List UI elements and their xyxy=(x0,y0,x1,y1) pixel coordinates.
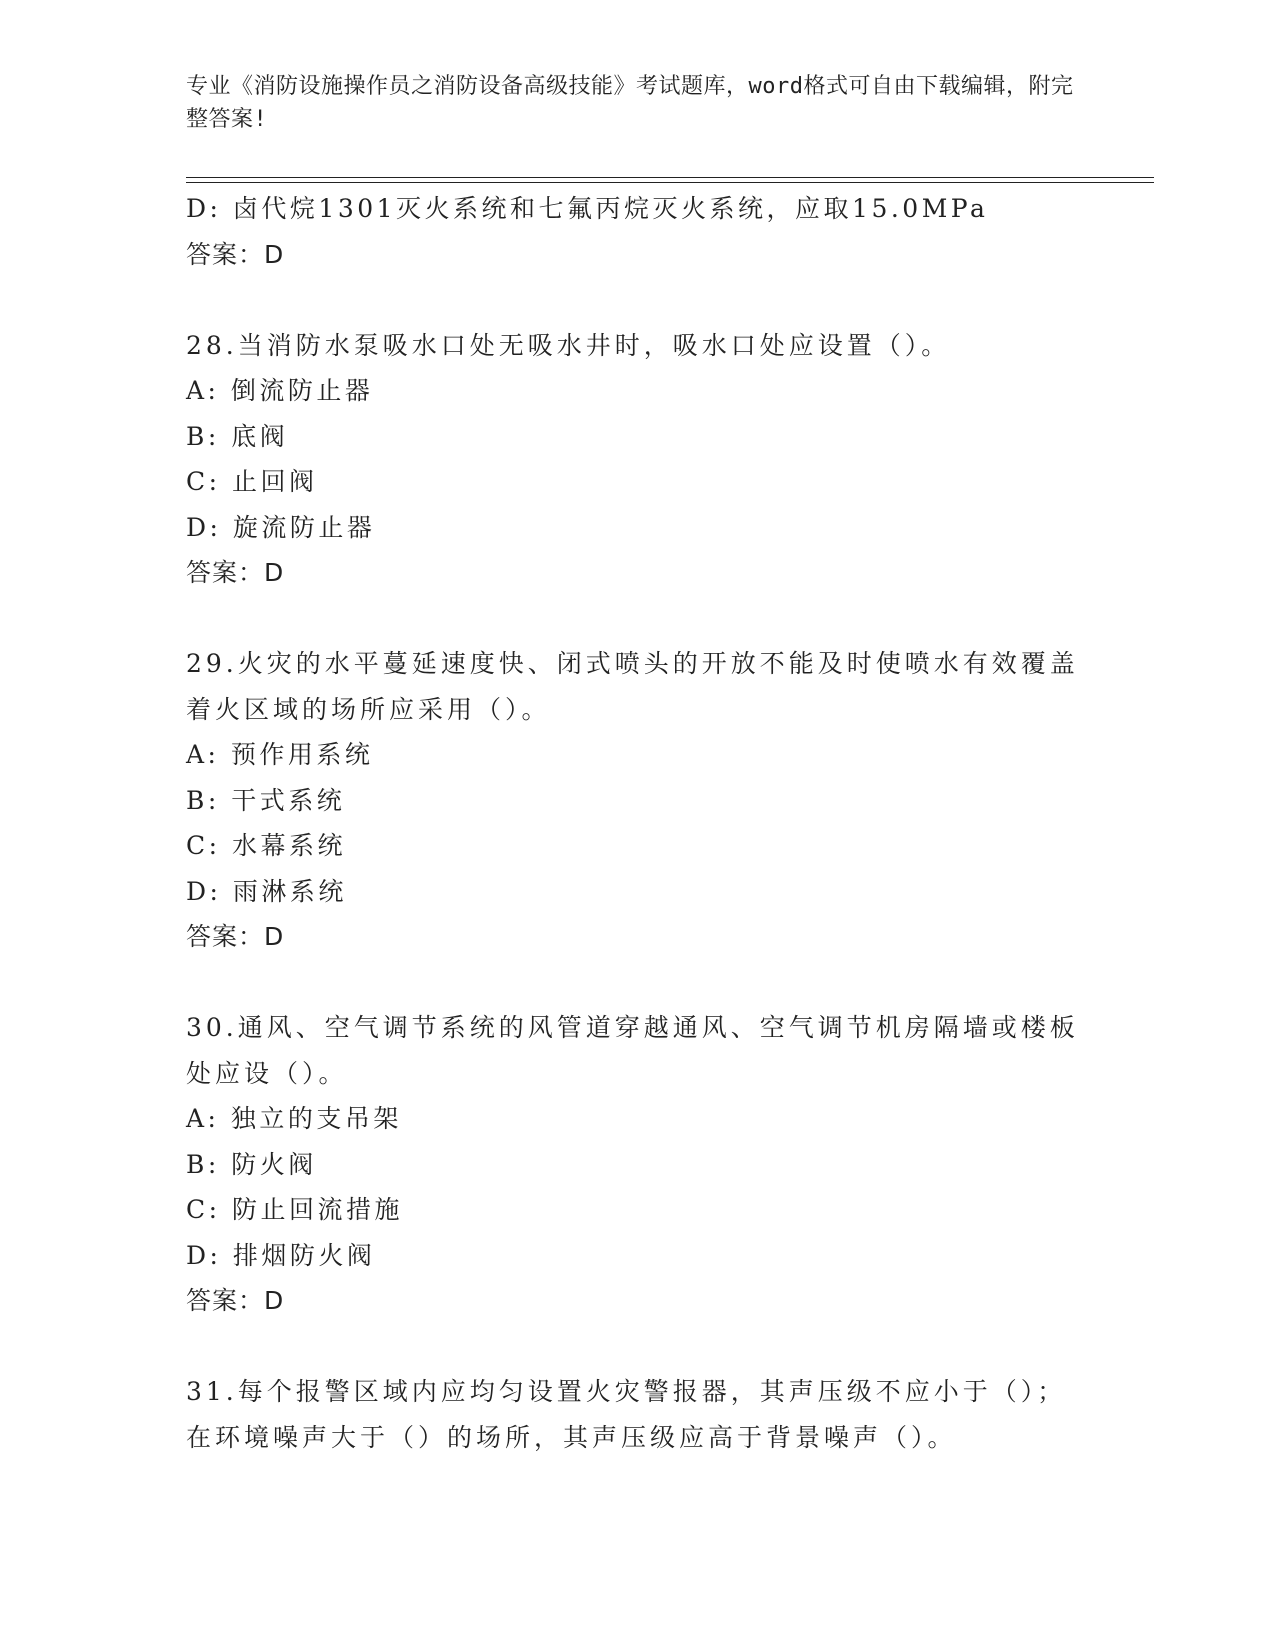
question-option: A: 倒流防止器 xyxy=(186,376,374,405)
question-stem: 31.每个报警区域内应均匀设置火灾警报器，其声压级不应小于（）；在环境噪声大于（）的场所，其声压级应高于背景噪声（）。 xyxy=(186,1377,1067,1452)
document-header: 专业《消防设施操作员之消防设备高级技能》考试题库，word格式可自由下载编辑，附完整答案! xyxy=(186,74,1074,132)
question-answer: 答案：D xyxy=(186,922,285,951)
question-answer: 答案：D xyxy=(186,558,285,587)
question-option: A: 预作用系统 xyxy=(186,740,374,769)
question-list xyxy=(186,186,1086,1460)
question-answer: 答案：D xyxy=(186,239,285,269)
question-option: D: 旋流防止器 xyxy=(186,512,376,542)
question-stem: 28.当消防水泵吸水口处无吸水井时，吸水口处应设置（）。 xyxy=(186,330,951,360)
question-option: C: 水幕系统 xyxy=(186,831,346,860)
question-option: B: 干式系统 xyxy=(186,785,346,815)
question-option: C: 防止回流措施 xyxy=(186,1195,403,1224)
question-item xyxy=(186,323,1086,596)
question-stem: 30.通风、空气调节系统的风管道穿越通风、空气调节机房隔墙或楼板处应设（）。 xyxy=(186,1013,1079,1088)
question-answer: 答案：D xyxy=(186,1286,285,1315)
question-option: B: 底阀 xyxy=(186,421,289,451)
header-divider-bottom xyxy=(186,182,1154,183)
question-option: A: 独立的支吊架 xyxy=(186,1104,402,1133)
question-option: C: 止回阀 xyxy=(186,467,318,496)
question-option: B: 防火阀 xyxy=(186,1149,317,1179)
question-option: D: 卤代烷1301灭火系统和七氟丙烷灭火系统，应取15.0MPa xyxy=(186,194,989,223)
question-item xyxy=(186,1369,1086,1460)
header-divider-top xyxy=(186,177,1154,178)
question-option: D: 雨淋系统 xyxy=(186,876,347,906)
question-option: D: 排烟防火阀 xyxy=(186,1240,376,1270)
question-item xyxy=(186,641,1086,960)
question-item xyxy=(186,1005,1086,1324)
question-stem: 29.火灾的水平蔓延速度快、闭式喷头的开放不能及时使喷水有效覆盖着火区域的场所应采用（）。 xyxy=(186,649,1079,724)
